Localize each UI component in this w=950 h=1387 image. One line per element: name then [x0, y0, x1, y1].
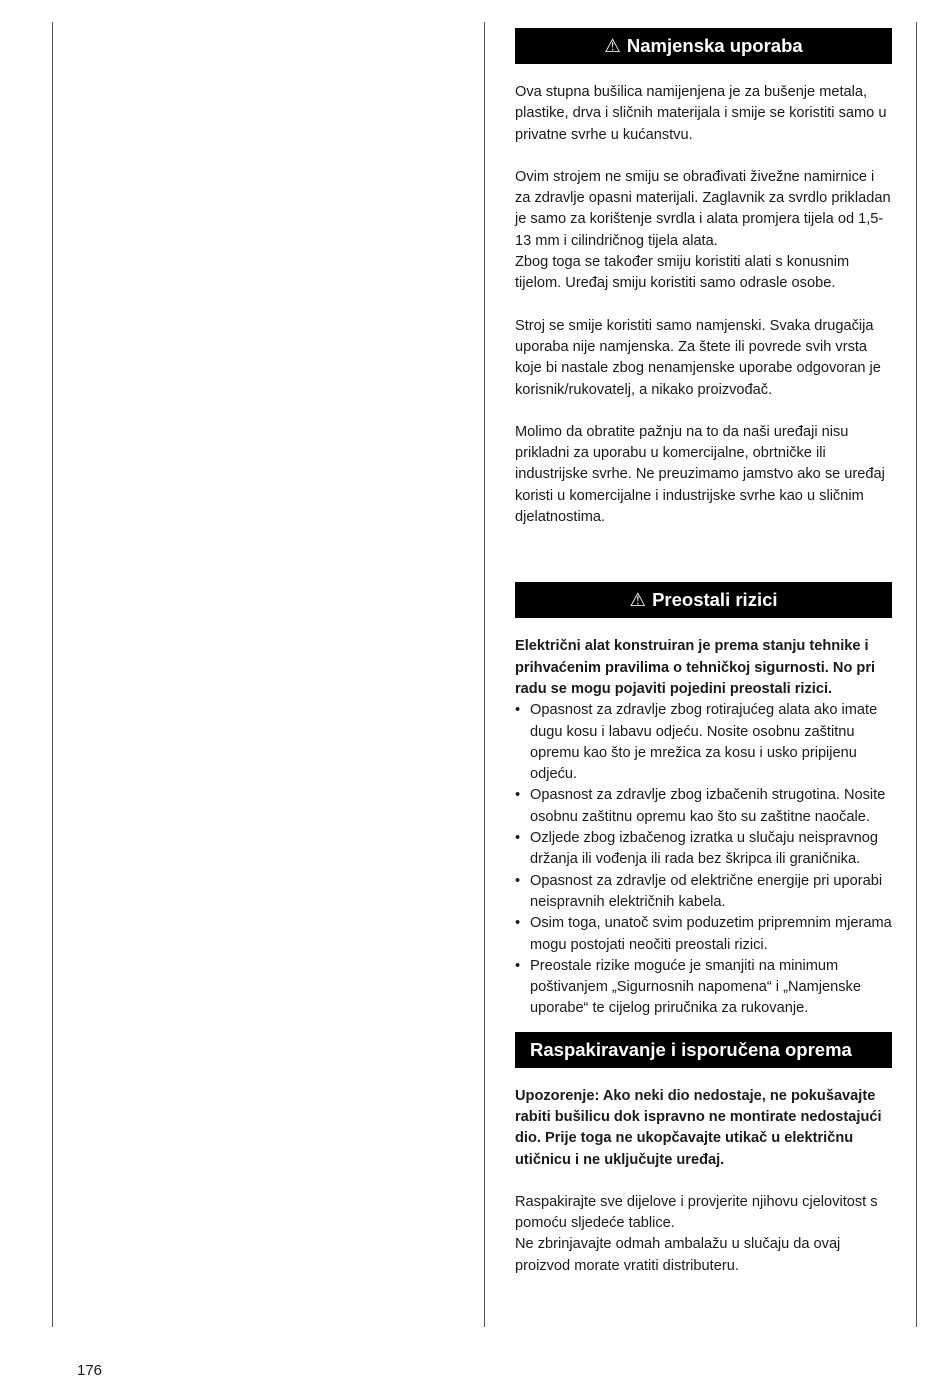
warning-triangle-icon: ⚠	[629, 589, 647, 611]
section-title: Raspakiravanje i isporučena oprema	[530, 1038, 852, 1060]
paragraph: Ova stupna bušilica namijenjena je za bušenje metala, plastike, drva i sličnih materijala i smije se koristiti samo u privatne svrhe u kućanstvu.	[515, 84, 887, 143]
list-item: • Opasnost za zdravlje od električne energije pri uporabi neispravnih električnih kabela.	[515, 871, 892, 914]
section-header-unpacking	[515, 1032, 892, 1068]
paragraph: Stroj se smije koristiti samo namjenski. Svaka drugačija uporaba nije namjenska. Za štete ili povrede svih vrsta koje bi nastale zbog nenamjenske uporabe odgovoran je korisnik/rukovatelj, a nikako proizvođač.	[515, 317, 881, 398]
risk-list	[515, 700, 892, 1019]
list-item: • Ozljede zbog izbačenog izratka u slučaju neispravnog držanja ili vođenja ili rada bez škripca ili graničnika.	[515, 828, 892, 871]
center-column-rule	[484, 22, 485, 1327]
paragraph: Molimo da obratite pažnju na to da naši uređaji nisu prikladni za uporabu u komercijalne, obrtničke ili industrijske svrhe. Ne preuzimamo jamstvo ako se uređaj koristi u komercijalne i industrijske svrhe kao u sličnim djelatnostima.	[515, 423, 885, 526]
section-header-residual-risks	[515, 582, 892, 618]
paragraph: Ovim strojem ne smiju se obrađivati živežne namirnice i za zdravlje opasni materijali. Zaglavnik za svrdlo prikladan je samo za korištenje svrdla i alata promjera tijela od 1,5- 13 mm i cilindričnog tijela alata. Zbog toga se također smiju koristiti alati s konusnim tijelom. Uređaj smiju koristiti samo odrasle osobe.	[515, 168, 891, 292]
list-item: • Preostale rizike moguće je smanjiti na minimum poštivanjem „Sigurnosnih napomena“ i „Namjenske uporabe“ te cijelog priručnika za rukovanje.	[515, 956, 892, 1020]
list-item: • Opasnost za zdravlje zbog izbačenih strugotina. Nosite osobnu zaštitnu opremu kao što su zaštitne naočale.	[515, 785, 892, 828]
list-item: • Opasnost za zdravlje zbog rotirajućeg alata ako imate dugu kosu i labavu odjeću. Nosite osobnu zaštitnu opremu kao što je mrežica za kosu i usko pripijenu odjeću.	[515, 700, 892, 785]
section-header-intended-use	[515, 28, 892, 64]
warning-paragraph: Upozorenje: Ako neki dio nedostaje, ne pokušavajte rabiti bušilicu dok ispravno ne montirate nedostajući dio. Prije toga ne ukopčavajte utikač u električnu utičnicu i ne uključujte uređaj.	[515, 1087, 882, 1168]
right-column-rule	[916, 22, 917, 1327]
right-text-column	[515, 28, 892, 1277]
list-item: • Osim toga, unatoč svim poduzetim pripremnim mjerama mogu postojati neočiti preostali rizici.	[515, 913, 892, 956]
intro-paragraph: Električni alat konstruiran je prema stanju tehnike i prihvaćenim pravilima o tehničkoj sigurnosti. No pri radu se mogu pojaviti pojedini preostali rizici.	[515, 638, 876, 697]
section-title: Namjenska uporaba	[626, 35, 803, 56]
page-number: 176	[77, 1362, 103, 1379]
paragraph: Raspakirajte sve dijelove i provjerite njihovu cjelovitost s pomoću sljedeće tablice. Ne zbrinjavajte odmah ambalažu u slučaju da ovaj proizvod morate vratiti distributeru.	[515, 1193, 878, 1274]
section-title: Preostali rizici	[652, 589, 778, 611]
warning-triangle-icon: ⚠	[604, 35, 621, 56]
left-column-rule	[52, 22, 53, 1327]
